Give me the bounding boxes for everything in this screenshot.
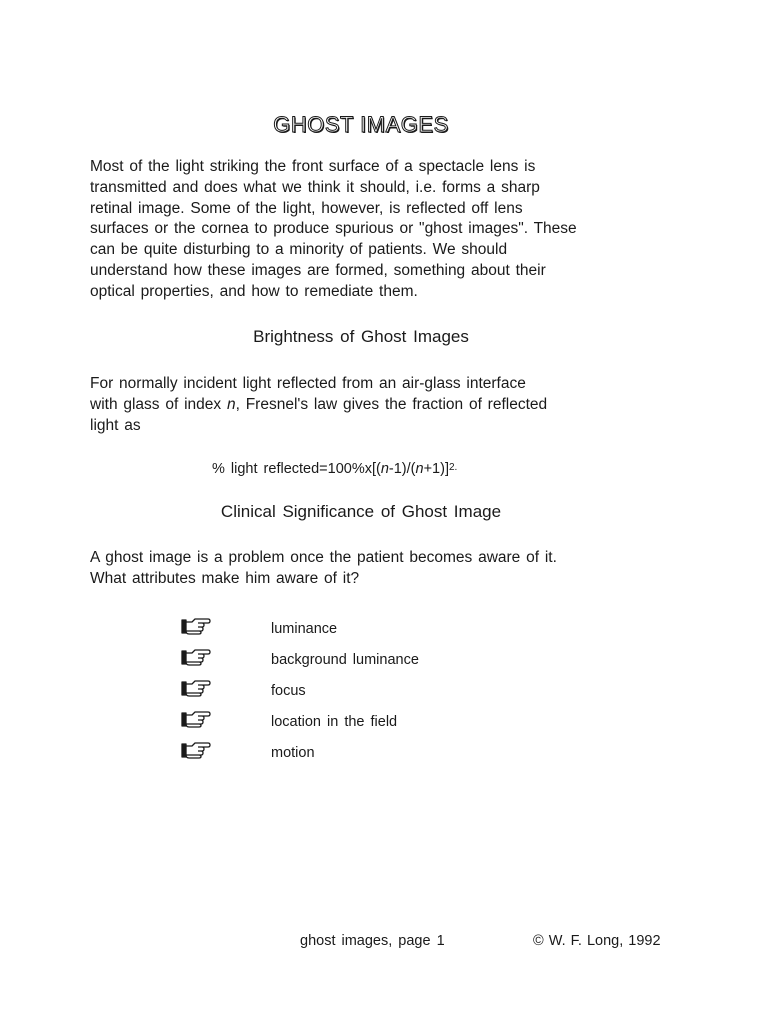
brightness-line: For normally incident light reflected from an air-glass interface (90, 375, 526, 392)
pointing-hand-icon (181, 741, 211, 759)
attribute-list (0, 616, 768, 771)
brightness-line: light as (90, 416, 141, 434)
pointing-hand-icon (181, 679, 211, 697)
pointing-hand-icon (181, 617, 211, 635)
clinical-line: What attributes make him aware of it? (90, 569, 360, 587)
section-heading-brightness: Brightness of Ghost Images (253, 327, 469, 346)
formula-part: -1)/( (388, 461, 416, 477)
clinical-line: A ghost image is a problem once the patient becomes aware of it. (90, 549, 557, 566)
list-item (0, 678, 768, 709)
intro-line: optical properties, and how to remediate them. (90, 282, 418, 300)
pointing-hand-icon (181, 710, 211, 728)
formula-prefix: % light reflected=100%x[( (212, 461, 381, 477)
list-item-text: motion (271, 745, 315, 761)
brightness-line-text: , Fresnel's law gives the fraction of reflected (235, 395, 548, 413)
intro-line: can be quite disturbing to a minority of patients. We should (90, 241, 508, 259)
formula-variable: n (415, 461, 424, 477)
list-item (0, 647, 768, 678)
list-item-text: luminance (271, 621, 338, 637)
section-heading-clinical: Clinical Significance of Ghost Image (220, 502, 502, 521)
intro-line: understand how these images are formed, something about their (90, 261, 546, 279)
brightness-paragraph (90, 374, 650, 436)
formula-exponent: 2 (448, 462, 455, 473)
intro-line: Most of the light striking the front surface of a spectacle lens is (90, 158, 536, 175)
formula-part: +1)] (423, 461, 449, 477)
fresnel-formula (212, 461, 457, 477)
list-item (0, 616, 768, 647)
list-item-text: focus (271, 683, 306, 699)
list-item (0, 740, 768, 771)
intro-paragraph (90, 157, 650, 303)
brightness-line (90, 395, 650, 416)
document-title: GHOST IMAGES (273, 112, 449, 137)
intro-line: retinal image. Some of the light, however, is reflected off lens (90, 199, 523, 217)
intro-line: surfaces or the cornea to produce spurious or "ghost images". These (90, 220, 577, 238)
pointing-hand-icon (181, 648, 211, 666)
formula-suffix: . (454, 462, 458, 473)
intro-line: transmitted and does what we think it should, i.e. forms a sharp (90, 178, 540, 196)
page-footer-label: ghost images, page 1 (300, 933, 445, 949)
list-item (0, 709, 768, 740)
list-item-text: location in the field (271, 714, 398, 730)
list-item-text: background luminance (271, 652, 419, 668)
formula-variable: n (380, 461, 389, 477)
clinical-paragraph (90, 548, 650, 590)
index-variable: n (226, 395, 236, 413)
brightness-line-text: with glass of index (90, 395, 227, 413)
copyright-notice: © W. F. Long, 1992 (533, 933, 661, 949)
